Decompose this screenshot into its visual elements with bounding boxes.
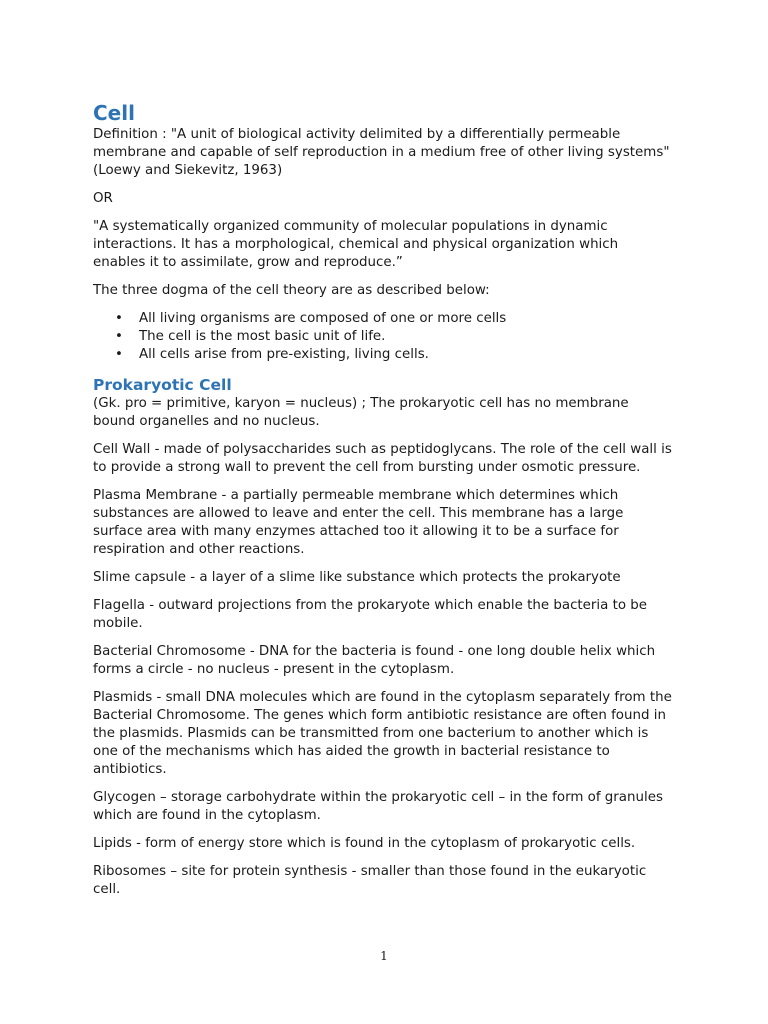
dogma-intro: The three dogma of the cell theory are as described below:: [93, 283, 490, 298]
dogma-list: [93, 310, 673, 364]
body-paragraph: Lipids - form of energy store which is found in the cytoplasm of prokaryotic cells.: [93, 836, 636, 851]
alt-definition-paragraph: "A systematically organized community of molecular populations in dynamic interactions. It has a morphological, chemical and physical organization which enables it to assimilate, grow and reproduce.”: [93, 219, 619, 270]
page-number: 1: [380, 949, 388, 963]
section-heading: Prokaryotic Cell: [93, 376, 232, 394]
list-item: [115, 328, 673, 346]
bullet-icon: •: [115, 329, 123, 344]
definition-paragraph: Definition : "A unit of biological activity delimited by a differentially permeable membrane and capable of self reproduction in a medium free of other living systems" (Loewy and Siekevitz, 1963): [93, 127, 670, 178]
list-item-text: The cell is the most basic unit of life.: [139, 329, 386, 344]
body-paragraph: Cell Wall - made of polysaccharides such as peptidoglycans. The role of the cell wall is to provide a strong wall to prevent the cell from bursting under osmotic pressure.: [93, 442, 672, 475]
list-item-text: All cells arise from pre-existing, living cells.: [139, 347, 429, 362]
body-paragraph: Ribosomes – site for protein synthesis - smaller than those found in the eukaryotic cell.: [93, 864, 647, 897]
page-title: Cell: [93, 101, 135, 125]
list-item: [115, 346, 673, 364]
body-paragraph: Bacterial Chromosome - DNA for the bacteria is found - one long double helix which forms a circle - no nucleus - present in the cytoplasm.: [93, 644, 656, 677]
body-paragraph: Glycogen – storage carbohydrate within the prokaryotic cell – in the form of granules which are found in the cytoplasm.: [93, 790, 663, 823]
body-paragraph: Flagella - outward projections from the prokaryote which enable the bacteria to be mobile.: [93, 598, 648, 631]
body-paragraph: Plasmids - small DNA molecules which are found in the cytoplasm separately from the Bacterial Chromosome. The genes which form antibiotic resistance are often found in the plasmids. Plasmids can be transmitted from one bacterium to another which is one of the mechanisms which has aided the growth in bacterial resistance to antibiotics.: [93, 690, 672, 777]
body-paragraph: (Gk. pro = primitive, karyon = nucleus) ; The prokaryotic cell has no membrane bound organelles and no nucleus.: [93, 396, 629, 429]
list-item: [115, 310, 673, 328]
bullet-icon: •: [115, 347, 123, 362]
bullet-icon: •: [115, 311, 123, 326]
list-item-text: All living organisms are composed of one or more cells: [139, 311, 507, 326]
body-paragraph: Plasma Membrane - a partially permeable membrane which determines which substances are allowed to leave and enter the cell. This membrane has a large surface area with many enzymes attached too it allowing it to be a surface for respiration and other reactions.: [93, 488, 624, 557]
body-paragraph: Slime capsule - a layer of a slime like substance which protects the prokaryote: [93, 570, 621, 585]
document-body: [93, 100, 673, 909]
or-separator: OR: [93, 191, 113, 206]
